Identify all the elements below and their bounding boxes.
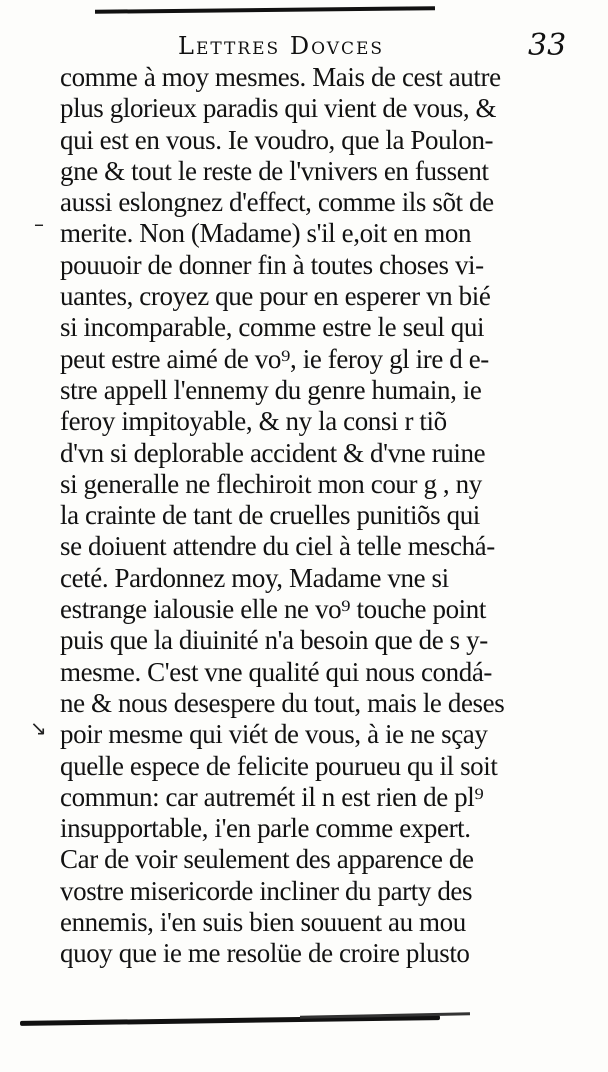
text-line: Car de voir seulement des apparence de [60, 844, 474, 875]
top-rule [95, 6, 435, 14]
margin-arrow-mark: ↘ [30, 716, 47, 740]
text-line: uantes, croyez que pour en esperer vn bié [60, 281, 491, 312]
text-line: poir mesme qui viét de vous, à ie ne sçay [60, 719, 488, 750]
text-line: stre appell l'ennemy du genre humain, ie [60, 374, 482, 405]
text-line: plus glorieux paradis qui vient de vous, & [60, 93, 497, 124]
text-line: quoy que ie me resolüe de croire plusto [60, 938, 470, 969]
text-line: si generalle ne flechiroit mon cour g , ny [60, 468, 482, 499]
text-line: estrange ialousie elle ne vo⁹ touche point [60, 594, 486, 625]
text-line: mesme. C'est vne qualité qui nous condá- [60, 656, 493, 687]
text-line: peut estre aimé de vo⁹, ie feroy gl ire d e- [60, 343, 489, 374]
text-line: gne & tout le reste de l'vnivers en fussent [60, 155, 489, 186]
text-line: si incomparable, comme estre le seul qui [60, 312, 485, 343]
margin-dash-mark: – [34, 212, 44, 236]
text-line: vostre misericorde incliner du party des [60, 875, 473, 906]
page-number: 33 [528, 28, 567, 63]
body-text [60, 62, 560, 970]
text-line: comme à moy mesmes. Mais de cest autre [60, 62, 501, 92]
text-line: merite. Non (Madame) s'il e,oit en mon [60, 218, 472, 249]
text-line: ne & nous desespere du tout, mais le deses [60, 687, 505, 718]
text-line: pouuoir de donner fin à toutes choses vi- [60, 249, 484, 280]
text-line: insupportable, i'en parle comme expert. [60, 813, 471, 844]
text-line: se doiuent attendre du ciel à telle meschá- [60, 531, 495, 562]
text-line: ennemis, i'en suis bien souuent au mou [60, 907, 466, 938]
text-line: puis que la diuinité n'a besoin que de s y- [60, 625, 488, 656]
text-line: d'vn si deplorable accident & d'vne ruine [60, 437, 486, 468]
text-line: feroy impitoyable, & ny la consi r tiõ [60, 406, 447, 437]
running-title: Lettres Dovces [178, 32, 385, 60]
text-line: qui est en vous. Ie voudro, que la Poulon- [60, 124, 494, 155]
text-line: aussi eslongnez d'effect, comme ils sõt de [60, 187, 494, 218]
text-line: commun: car autremét il n est rien de pl⁹ [60, 781, 484, 812]
text-line: quelle espece de felicite pourueu qu il soit [60, 750, 498, 781]
text-line: la crainte de tant de cruelles punitiõs qui [60, 500, 480, 531]
text-line: ceté. Pardonnez moy, Madame vne si [60, 562, 449, 593]
